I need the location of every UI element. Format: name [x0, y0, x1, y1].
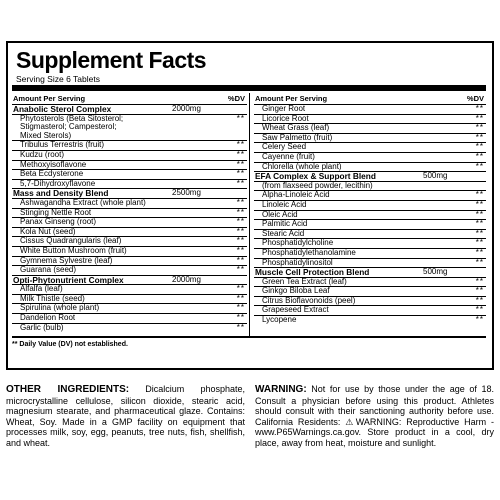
- ingredient-name: Phytosterols (Beta Sitosterol; Stigmasterol; Campesterol; Mixed Sterols): [20, 113, 124, 140]
- ingredient-name: Chlorella (whole plant): [262, 161, 342, 171]
- dv-header-label: %DV: [227, 94, 245, 103]
- column-divider: [249, 93, 250, 336]
- ingredient-name: Beta Ecdysterone: [20, 169, 84, 179]
- ingredient-name: Guarana (seed): [20, 265, 77, 275]
- ingredient-amount: 500mg: [423, 171, 448, 181]
- amount-per-serving-label: Amount Per Serving: [13, 94, 86, 103]
- ingredient-name: Alfalfa (leaf): [20, 284, 63, 294]
- left-ingredient-list: [12, 105, 247, 332]
- facts-title: Supplement Facts: [16, 47, 207, 73]
- daily-value: **: [236, 245, 245, 255]
- amount-per-serving-label: Amount Per Serving: [255, 94, 328, 103]
- ingredient-name: Lycopene: [262, 315, 297, 325]
- ingredient-name: (from flaxseed powder, lecithin): [262, 180, 373, 190]
- ingredient-name: Citrus Bioflavonoids (peel): [262, 295, 356, 305]
- blend-name: EFA Complex & Support Blend: [255, 171, 376, 182]
- daily-value: **: [475, 286, 484, 296]
- daily-value: **: [236, 197, 245, 207]
- ingredient-name: Methoxyisoflavone: [20, 159, 87, 169]
- ingredient-name: Licorice Root: [262, 113, 309, 123]
- warning-section: [255, 384, 494, 449]
- blend-name: Opti-Phytonutrient Complex: [13, 274, 124, 285]
- ingredient-name: Ginger Root: [262, 104, 306, 113]
- left-column: [12, 93, 247, 332]
- daily-value: **: [475, 257, 484, 267]
- daily-value: **: [236, 226, 245, 236]
- ingredient-name: Cayenne (fruit): [262, 151, 315, 161]
- ingredient-name: Alpha-Linoleic Acid: [262, 190, 330, 200]
- ingredient-name: Stinging Nettle Root: [20, 207, 92, 217]
- warning-text: Not for use by those under the age of 18. Consult a physician before using this product. Athletes should consult with their sanctioning authority before use. California Residents: ⚠WARNING: Reproductive Harm - www.P65Warnings.ca.gov. Store product in a cool, dry place, away from heat, moisture and sunlight.: [255, 384, 494, 448]
- serving-size: Serving Size 6 Tablets: [16, 74, 100, 84]
- ingredient-name: Kudzu (root): [20, 149, 65, 159]
- right-column: [254, 93, 486, 325]
- ingredient-name: Panax Ginseng (root): [20, 217, 97, 227]
- dv-header-label: %DV: [466, 94, 484, 103]
- ingredient-amount: 2000mg: [172, 104, 201, 113]
- warning-label: WARNING:: [255, 384, 307, 395]
- daily-value: **: [475, 238, 484, 248]
- daily-value: **: [236, 236, 245, 246]
- daily-value: **: [475, 199, 484, 209]
- daily-value: **: [236, 113, 245, 123]
- ingredient-row: [12, 324, 247, 333]
- daily-value: **: [236, 265, 245, 275]
- daily-value: **: [236, 149, 245, 159]
- daily-value: **: [475, 228, 484, 238]
- daily-value: **: [236, 140, 245, 150]
- ingredient-name: 5,7-Dihydroxyflavone: [20, 178, 96, 188]
- daily-value: **: [236, 293, 245, 303]
- footnote: ** Daily Value (DV) not established.: [12, 336, 486, 348]
- ingredient-row: [12, 115, 247, 142]
- daily-value: **: [475, 295, 484, 305]
- ingredient-name: Grapeseed Extract: [262, 305, 329, 315]
- ingredient-name: Wheat Grass (leaf): [262, 123, 330, 133]
- daily-value: **: [475, 132, 484, 142]
- daily-value: **: [236, 217, 245, 227]
- daily-value: **: [475, 190, 484, 200]
- ingredient-name: Ginkgo Biloba Leaf: [262, 286, 330, 296]
- daily-value: **: [475, 219, 484, 229]
- ingredient-name: Milk Thistle (seed): [20, 293, 85, 303]
- ingredient-name: Phosphatidylinositol: [262, 257, 333, 267]
- daily-value: **: [475, 305, 484, 315]
- supplement-facts-content: [6, 41, 494, 370]
- ingredient-name: Oleic Acid: [262, 209, 298, 219]
- daily-value: **: [475, 209, 484, 219]
- right-ingredient-list: [254, 105, 486, 325]
- ingredient-name: Dandelion Root: [20, 313, 76, 323]
- ingredient-name: Green Tea Extract (leaf): [262, 276, 347, 286]
- ingredient-name: Phosphatidylcholine: [262, 238, 334, 248]
- daily-value: **: [475, 315, 484, 325]
- ingredient-name: Kola Nut (seed): [20, 226, 76, 236]
- ingredient-name: Tribulus Terrestris (fruit): [20, 140, 105, 150]
- ingredient-name: White Button Mushroom (fruit): [20, 245, 127, 255]
- ingredient-amount: 2000mg: [172, 274, 201, 284]
- blend-name: Muscle Cell Protection Blend: [255, 267, 370, 278]
- daily-value: **: [236, 159, 245, 169]
- daily-value: **: [236, 255, 245, 265]
- daily-value: **: [236, 303, 245, 313]
- ingredient-name: Phosphatidylethanolamine: [262, 247, 356, 257]
- daily-value: **: [475, 247, 484, 257]
- daily-value: **: [236, 169, 245, 179]
- ingredient-name: Gymnema Sylvestre (leaf): [20, 255, 113, 265]
- other-ingredients-text: Dicalcium phosphate, microcrystalline cellulose, silicon dioxide, stearic acid, magnesium stearate, and pharmaceutical glaze. Contains: Wheat, Soy. Made in a GMP facility on equipment that processes milk, soy, egg, peanuts, tree nuts, fish, shellfish, and wheat.: [6, 384, 246, 448]
- ingredient-name: Celery Seed: [262, 142, 307, 152]
- daily-value: **: [236, 313, 245, 323]
- ingredient-name: Spirulina (whole plant): [20, 303, 100, 313]
- ingredient-name: Cissus Quadrangularis (leaf): [20, 236, 122, 246]
- thick-divider: [12, 85, 486, 91]
- ingredient-name: Palmitic Acid: [262, 219, 308, 229]
- other-ingredients-label: OTHER INGREDIENTS:: [6, 384, 130, 395]
- daily-value: **: [475, 161, 484, 171]
- other-ingredients-section: [6, 384, 245, 449]
- daily-value: **: [475, 151, 484, 161]
- daily-value: **: [236, 322, 245, 332]
- ingredient-name: Stearic Acid: [262, 228, 305, 238]
- daily-value: **: [236, 207, 245, 217]
- ingredient-amount: 2500mg: [172, 188, 201, 198]
- daily-value: **: [475, 113, 484, 123]
- blend-name: Mass and Density Blend: [13, 188, 109, 199]
- daily-value: **: [236, 178, 245, 188]
- daily-value: **: [475, 104, 484, 113]
- ingredient-name: Garlic (bulb): [20, 322, 64, 332]
- daily-value: **: [236, 284, 245, 294]
- blend-name: Anabolic Sterol Complex: [13, 104, 112, 114]
- ingredient-row: [254, 316, 486, 325]
- daily-value: **: [475, 123, 484, 133]
- ingredient-amount: 500mg: [423, 267, 448, 277]
- ingredient-name: Ashwagandha Extract (whole plant): [20, 197, 146, 207]
- ingredient-name: Saw Palmetto (fruit): [262, 132, 333, 142]
- daily-value: **: [475, 142, 484, 152]
- ingredient-name: Linoleic Acid: [262, 199, 307, 209]
- daily-value: **: [475, 276, 484, 286]
